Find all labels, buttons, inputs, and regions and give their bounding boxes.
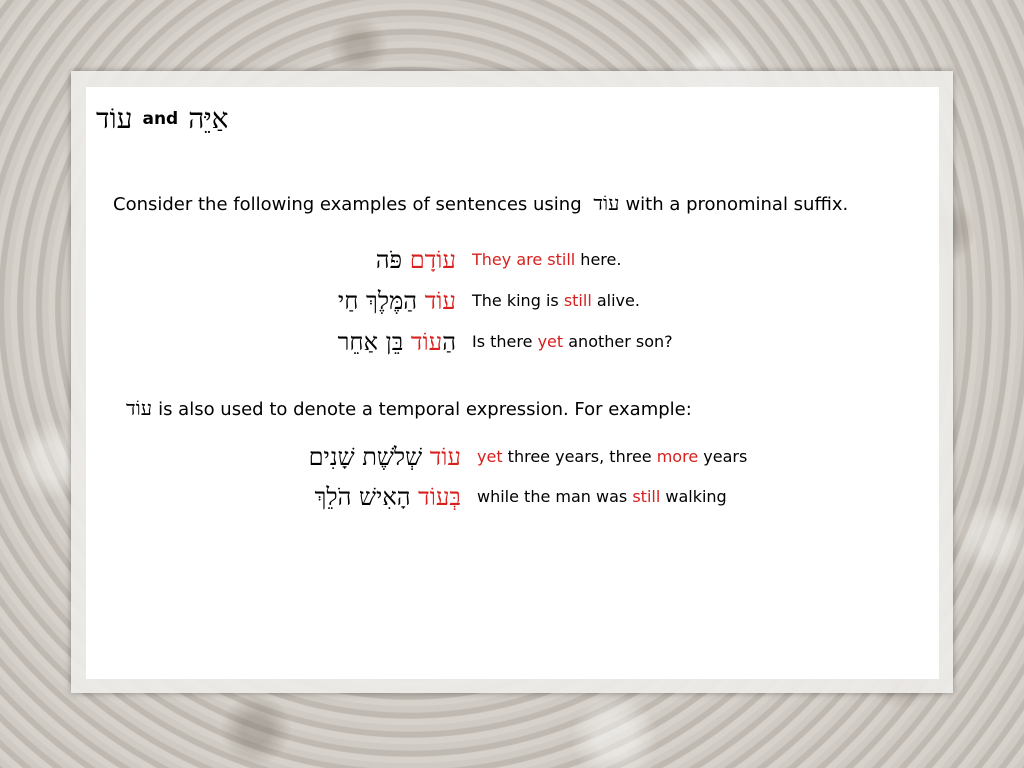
hebrew-highlight: עוֹד bbox=[424, 287, 456, 315]
temporal-intro-sentence bbox=[126, 396, 692, 421]
translation-text: three years, three bbox=[502, 447, 657, 466]
translation-highlight: They are still bbox=[472, 250, 576, 269]
hebrew-prefix: הַ bbox=[442, 328, 456, 356]
example-translation-1 bbox=[472, 250, 621, 269]
example-hebrew-2 bbox=[338, 287, 456, 316]
temporal-translation-1 bbox=[477, 447, 747, 466]
example-translation-2 bbox=[472, 291, 640, 310]
temporal-intro-text: is also used to denote a temporal expression. For example: bbox=[158, 399, 692, 420]
translation-highlight: yet bbox=[477, 447, 503, 466]
title-connector: and bbox=[142, 109, 179, 129]
title-hebrew-ayyeh: אַיֵּה bbox=[188, 102, 229, 135]
temporal-hebrew-1 bbox=[309, 443, 461, 472]
slide-card bbox=[86, 87, 939, 679]
temporal-translation-2 bbox=[477, 487, 727, 506]
temporal-row-2 bbox=[150, 483, 461, 515]
translation-text: another son? bbox=[563, 332, 673, 351]
slide-title bbox=[96, 99, 228, 139]
hebrew-highlight: בְּעוֹד bbox=[418, 483, 461, 511]
example-row-3 bbox=[150, 328, 456, 360]
example-hebrew-3 bbox=[338, 328, 456, 357]
translation-text: while the man was bbox=[477, 487, 633, 506]
intro-sentence bbox=[113, 191, 848, 216]
translation-text: here. bbox=[575, 250, 622, 269]
hebrew-highlight: עוֹדָם bbox=[409, 246, 456, 274]
translation-text: years bbox=[698, 447, 748, 466]
example-hebrew-1 bbox=[376, 246, 456, 275]
hebrew-rest: הַמֶּלֶךְ חַי bbox=[337, 287, 425, 315]
hebrew-highlight: עוֹד bbox=[429, 443, 461, 471]
translation-highlight: more bbox=[656, 447, 699, 466]
hebrew-rest: שְׁלֹשֶׁת שָׁנִים bbox=[308, 443, 430, 471]
hebrew-rest: פֹּה bbox=[375, 246, 410, 274]
translation-text: alive. bbox=[591, 291, 640, 310]
translation-highlight: still bbox=[632, 487, 661, 506]
intro-text-after: with a pronominal suffix. bbox=[625, 194, 849, 215]
example-translation-3 bbox=[472, 332, 673, 351]
translation-text: The king is bbox=[472, 291, 564, 310]
hebrew-rest: הָאִישׁ הֹלֵךְ bbox=[314, 483, 419, 511]
intro-hebrew: עוֹד bbox=[593, 191, 620, 215]
translation-text: Is there bbox=[472, 332, 538, 351]
intro-text-before: Consider the following examples of sentences using bbox=[113, 194, 582, 215]
hebrew-rest: בֵּן אַחֵר bbox=[337, 328, 411, 356]
example-row-2 bbox=[150, 287, 456, 319]
hebrew-highlight: עוֹד bbox=[410, 328, 443, 356]
translation-highlight: yet bbox=[537, 332, 564, 351]
translation-text: walking bbox=[660, 487, 727, 506]
temporal-intro-hebrew: עוֹד bbox=[126, 396, 153, 420]
temporal-hebrew-2 bbox=[315, 483, 461, 512]
translation-highlight: still bbox=[563, 291, 592, 310]
example-row-1 bbox=[150, 246, 456, 278]
temporal-row-1 bbox=[150, 443, 461, 475]
title-hebrew-od: עוֹד bbox=[96, 102, 133, 135]
